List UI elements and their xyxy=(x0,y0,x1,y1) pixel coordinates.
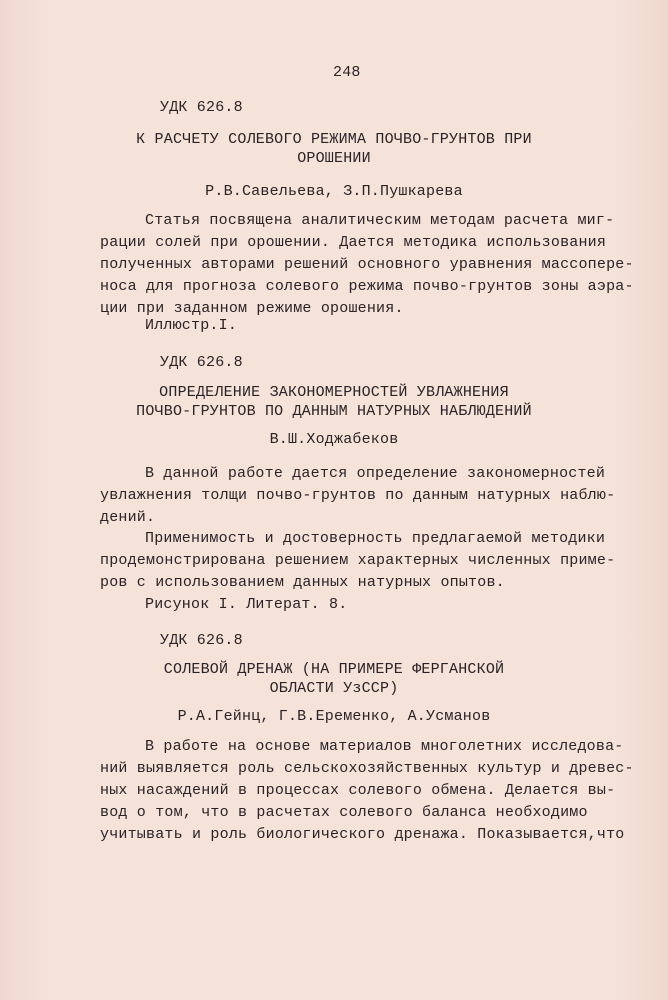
abstract-line: В данной работе дается определение закономерностей xyxy=(145,465,606,482)
article-title: К РАСЧЕТУ СОЛЕВОГО РЕЖИМА ПОЧВО-ГРУНТОВ ПРИ xyxy=(136,131,532,148)
article-title: ПОЧВО-ГРУНТОВ ПО ДАННЫМ НАТУРНЫХ НАБЛЮДЕНИЙ xyxy=(136,403,532,420)
abstract-line: носа для прогноза солевого режима почво-грунтов зоны аэра- xyxy=(100,278,634,295)
article-authors: Р.А.Гейнц, Г.В.Еременко, А.Усманов xyxy=(177,708,491,725)
article-note: Рисунок I. Литерат. 8. xyxy=(145,596,348,613)
abstract-line: ции при заданном режиме орошения. xyxy=(100,300,404,317)
abstract-line: учитывать и роль биологического дренажа. Показывается,что xyxy=(100,826,625,843)
article-note: Иллюстр.I. xyxy=(145,317,238,334)
abstract-line: Применимость и достоверность предлагаемой методики xyxy=(145,530,606,547)
article-authors: Р.В.Савельева, З.П.Пушкарева xyxy=(205,183,463,200)
abstract-line: рации солей при орошении. Дается методика использования xyxy=(100,234,607,251)
udk-code: УДК 626.8 xyxy=(160,632,243,649)
abstract-line: увлажнения толщи почво-грунтов по данным натурных наблю- xyxy=(100,487,616,504)
abstract-line: дений. xyxy=(100,509,156,526)
abstract-line: ний выявляется роль сельскохозяйственных культур и древес- xyxy=(100,760,634,777)
abstract-line: полученных авторами решений основного уравнения массопере- xyxy=(100,256,634,273)
article-title: ОПРЕДЕЛЕНИЕ ЗАКОНОМЕРНОСТЕЙ УВЛАЖНЕНИЯ xyxy=(159,384,509,401)
article-title: СОЛЕВОЙ ДРЕНАЖ (НА ПРИМЕРЕ ФЕРГАНСКОЙ xyxy=(163,661,505,678)
udk-code: УДК 626.8 xyxy=(160,354,243,371)
abstract-line: ров с использованием данных натурных опытов. xyxy=(100,574,505,591)
udk-code: УДК 626.8 xyxy=(160,99,243,116)
article-title: ОРОШЕНИИ xyxy=(297,150,371,167)
abstract-line: В работе на основе материалов многолетних исследова- xyxy=(145,738,624,755)
article-title: ОБЛАСТИ УзССР) xyxy=(269,680,399,697)
page-number: 248 xyxy=(333,64,361,81)
article-authors: В.Ш.Ходжабеков xyxy=(269,431,399,448)
abstract-line: продемонстрирована решением характерных численных приме- xyxy=(100,552,616,569)
abstract-line: ных насаждений в процессах солевого обмена. Делается вы- xyxy=(100,782,616,799)
abstract-line: вод о том, что в расчетах солевого баланса необходимо xyxy=(100,804,588,821)
abstract-line: Статья посвящена аналитическим методам расчета миг- xyxy=(145,212,615,229)
